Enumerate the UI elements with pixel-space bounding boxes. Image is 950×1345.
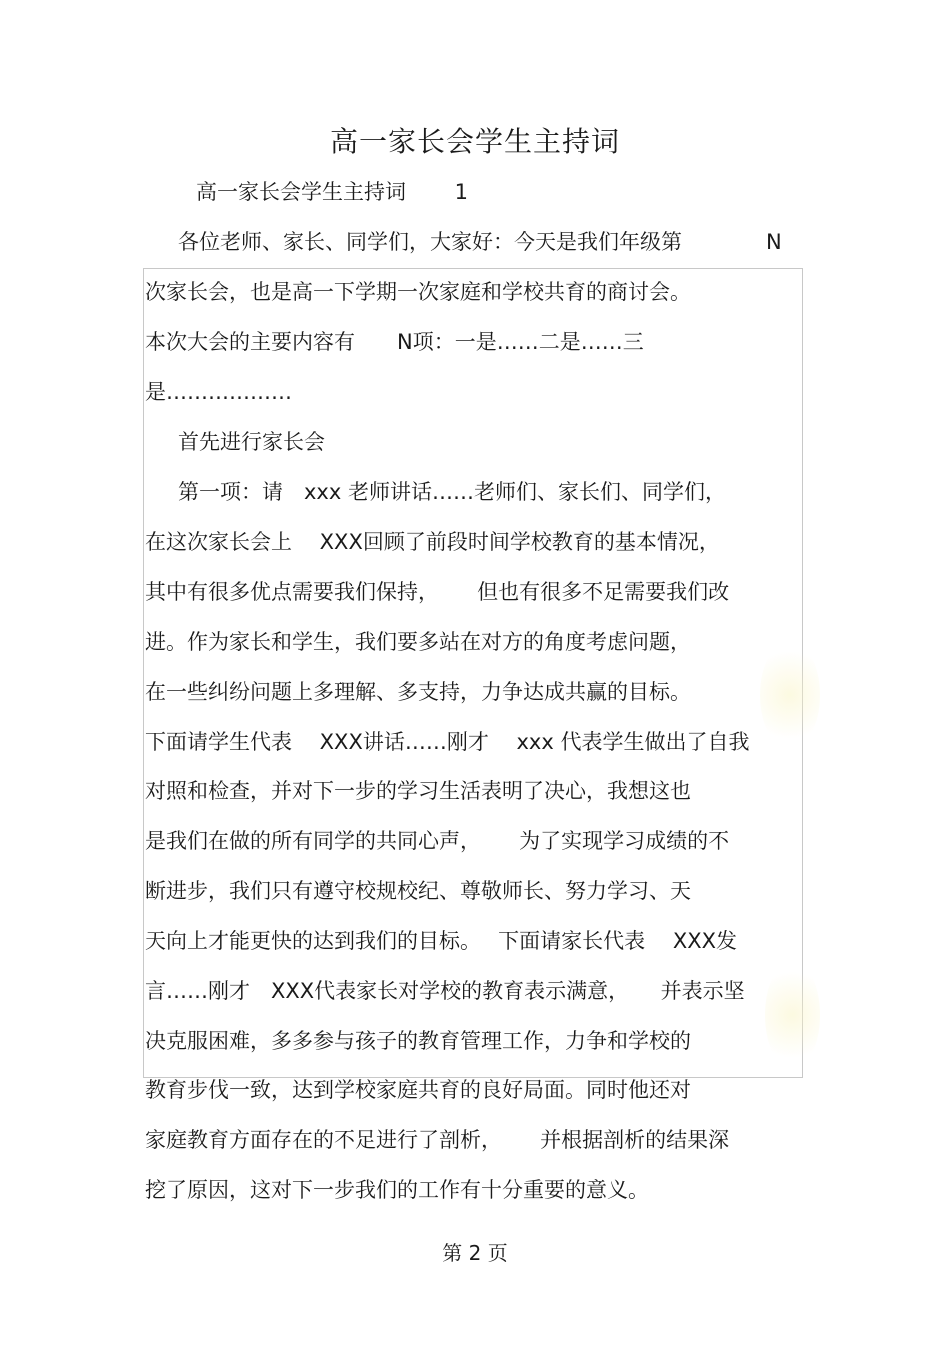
- paragraph-line: 教育步伐一致，达到学校家庭共育的良好局面。同时他还对: [145, 1078, 691, 1102]
- paragraph-line: 在这次家长会上 XXX回顾了前段时间学校教育的基本情况，: [145, 530, 720, 554]
- paragraph-line: 本次大会的主要内容有 N项：一是……二是……三: [145, 330, 644, 354]
- paragraph-line: 挖了原因，这对下一步我们的工作有十分重要的意义。: [145, 1178, 649, 1202]
- paper-stain: [760, 640, 820, 750]
- paragraph-line: 下面请学生代表 XXX讲话……刚才 xxx 代表学生做出了自我: [145, 730, 750, 754]
- paragraph-line: 其中有很多优点需要我们保持， 但也有很多不足需要我们改: [145, 580, 730, 604]
- paragraph-line: 是………………: [145, 380, 292, 404]
- paragraph-line: 在一些纠纷问题上多理解、多支持，力争达成共赢的目标。: [145, 680, 691, 704]
- paragraph-line: 第一项：请 xxx 老师讲话……老师们、家长们、同学们，: [178, 480, 726, 504]
- paragraph-line: 对照和检查，并对下一步的学习生活表明了决心，我想这也: [145, 779, 691, 803]
- paper-stain: [765, 960, 820, 1070]
- paragraph-line: 天向上才能更快的达到我们的目标。 下面请家长代表 XXX发: [145, 929, 738, 953]
- paragraph-line: 言……刚才 XXX代表家长对学校的教育表示满意， 并表示坚: [145, 979, 745, 1003]
- paragraph-line: 是我们在做的所有同学的共同心声， 为了实现学习成绩的不: [145, 829, 730, 853]
- paragraph-line: 家庭教育方面存在的不足进行了剖析， 并根据剖析的结果深: [145, 1128, 730, 1152]
- paragraph-line: 首先进行家长会: [178, 430, 325, 454]
- subtitle-line: 高一家长会学生主持词 1: [196, 180, 469, 204]
- paragraph-line: 决克服困难，多多参与孩子的教育管理工作，力争和学校的: [145, 1029, 691, 1053]
- paragraph-line: 次家长会，也是高一下学期一次家庭和学校共育的商讨会。: [145, 280, 691, 304]
- paragraph-line: 各位老师、家长、同学们，大家好：今天是我们年级第 N: [178, 230, 782, 254]
- paragraph-line: 断进步，我们只有遵守校规校纪、尊敬师长、努力学习、天: [145, 879, 691, 903]
- document-title: 高一家长会学生主持词: [329, 125, 620, 158]
- page-number: 第 2 页: [442, 1241, 508, 1265]
- paragraph-line: 进。作为家长和学生，我们要多站在对方的角度考虑问题，: [145, 630, 691, 654]
